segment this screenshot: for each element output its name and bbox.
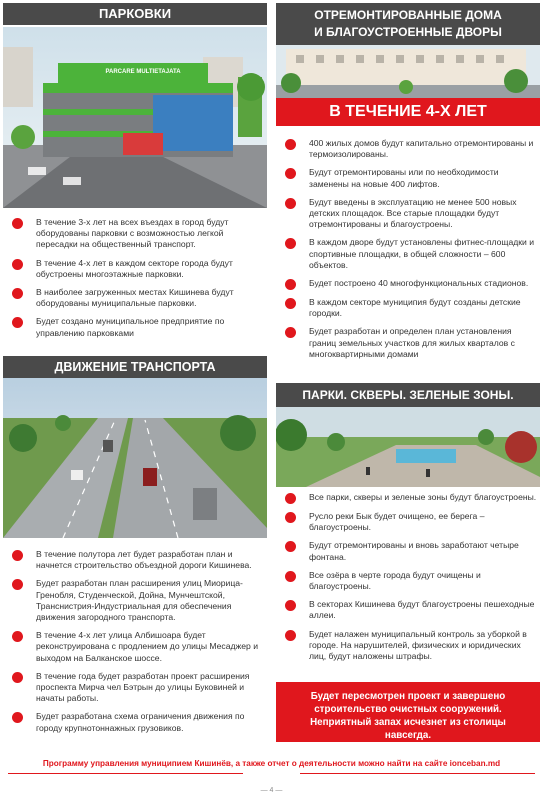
list-item: Будут отремонтированы или по необходимости заменены на новые 400 лифтов. — [283, 167, 538, 189]
parks-list — [283, 492, 538, 669]
transport-list — [10, 549, 265, 741]
list-item: Все парки, скверы и зеленые зоны будут благоустроены. — [283, 492, 538, 504]
bullet-icon — [285, 198, 296, 209]
page-number: — 4 — — [260, 787, 283, 794]
bullet-icon — [285, 600, 296, 611]
parking-title: ПАРКОВКИ — [3, 3, 267, 25]
bullet-icon — [285, 168, 296, 179]
parking-sign: PARCARE MULTIETAJATA — [105, 69, 181, 75]
list-item: Будет налажен муниципальный контроль за уборкой в городе. На нарушителей, физических и юридических лиц, будут наложены штрафы. — [283, 629, 538, 663]
list-item: В секторах Кишинева будут благоустроены пешеходные аллеи. — [283, 599, 538, 621]
yards-list — [283, 138, 538, 367]
list-item: Будет построено 40 многофункциональных стадионов. — [283, 278, 538, 290]
transport-image — [3, 378, 267, 538]
list-item: В течение года будет разработан проект расширения проспекта Мирча чел Бэтрын до улицы Буковиней и начаты работы. — [10, 671, 265, 705]
list-item: В течение полутора лет будет разработан план и начнется строительство объездной дороги Кишинева. — [10, 549, 265, 571]
footer-note: Программу управления муниципием Кишинёв, а также отчет о деятельности можно найти на сайте ionceban.md — [42, 759, 501, 768]
bullet-icon — [12, 631, 23, 642]
yards-title-line1: ОТРЕМОНТИРОВАННЫЕ ДОМА — [314, 8, 502, 22]
yards-title — [276, 3, 540, 45]
list-item: В каждом секторе муниципия будут созданы детские городки. — [283, 297, 538, 319]
bullet-icon — [285, 298, 296, 309]
list-item: В каждом дворе будут установлены фитнес-площадки и спортивные площадки, в общей сложности – 600 объектов. — [283, 237, 538, 271]
bullet-icon — [12, 579, 23, 590]
yards-image — [276, 45, 540, 98]
footer-divider-right — [300, 773, 535, 774]
bullet-icon — [12, 288, 23, 299]
bullet-icon — [285, 139, 296, 150]
list-item: Будут отремонтированы и вновь заработают четыре фонтана. — [283, 540, 538, 562]
bullet-icon — [285, 279, 296, 290]
list-item: Русло реки Бык будет очищено, ее берега – благоустроены. — [283, 511, 538, 533]
bullet-icon — [285, 541, 296, 552]
list-item: Будут введены в эксплуатацию не менее 500 новых детских площадок. Все старые площадки будут отремонтированы и благоустроены. — [283, 197, 538, 231]
list-item: Будет создано муниципальное предприятие по управлению парковками — [10, 316, 265, 338]
yards-banner: В ТЕЧЕНИЕ 4-Х ЛЕТ — [276, 98, 540, 126]
bullet-icon — [285, 512, 296, 523]
bullet-icon — [285, 630, 296, 641]
list-item: В наиболее загруженных местах Кишинева будут оборудованы муниципальные парковки. — [10, 287, 265, 309]
list-item: Все озёра в черте города будут очищены и благоустроены. — [283, 570, 538, 592]
bullet-icon — [12, 712, 23, 723]
list-item: Будет разработан и определен план установления границ земельных участков для жилых кварталов с многоквартирными домами — [283, 326, 538, 360]
bullet-icon — [12, 672, 23, 683]
list-item: В течение 4-х лет улица Албишоара будет реконструирована с продлением до улицы Месаджер и выходом на Балканское шоссе. — [10, 630, 265, 664]
parking-list — [10, 217, 265, 346]
parking-image — [3, 27, 267, 208]
bullet-icon — [12, 218, 23, 229]
parks-callout: Будет пересмотрен проект и завершено строительство очистных сооружений. Неприятный запах исчезнет из столицы навсегда. — [276, 682, 540, 742]
bullet-icon — [285, 327, 296, 338]
parks-title: ПАРКИ. СКВЕРЫ. ЗЕЛЕНЫЕ ЗОНЫ. — [276, 383, 540, 407]
footer-divider-left — [8, 773, 243, 774]
bullet-icon — [285, 493, 296, 504]
list-item: В течение 3-х лет на всех въездах в город будут оборудованы парковки с возможностью легкой пересадки на общественный транспорт. — [10, 217, 265, 251]
bullet-icon — [285, 571, 296, 582]
list-item: В течение 4-х лет в каждом секторе города будут обустроены многоэтажные парковки. — [10, 258, 265, 280]
yards-title-line2: И БЛАГОУСТРОЕННЫЕ ДВОРЫ — [314, 25, 502, 39]
bullet-icon — [285, 238, 296, 249]
bullet-icon — [12, 259, 23, 270]
list-item: Будет разработана схема ограничения движения по городу крупнотоннажных грузовиков. — [10, 711, 265, 733]
list-item: Будет разработан план расширения улиц Миорица-Гренобля, Студенческой, Дойна, Мунчештской, Транснистрия-Индустриальная для обеспечения движения загородного транспорта. — [10, 578, 265, 623]
bullet-icon — [12, 550, 23, 561]
bullet-icon — [12, 317, 23, 328]
transport-title: ДВИЖЕНИЕ ТРАНСПОРТА — [3, 356, 267, 378]
list-item: 400 жилых домов будут капитально отремонтированы и термоизолированы. — [283, 138, 538, 160]
parks-image — [276, 407, 540, 487]
